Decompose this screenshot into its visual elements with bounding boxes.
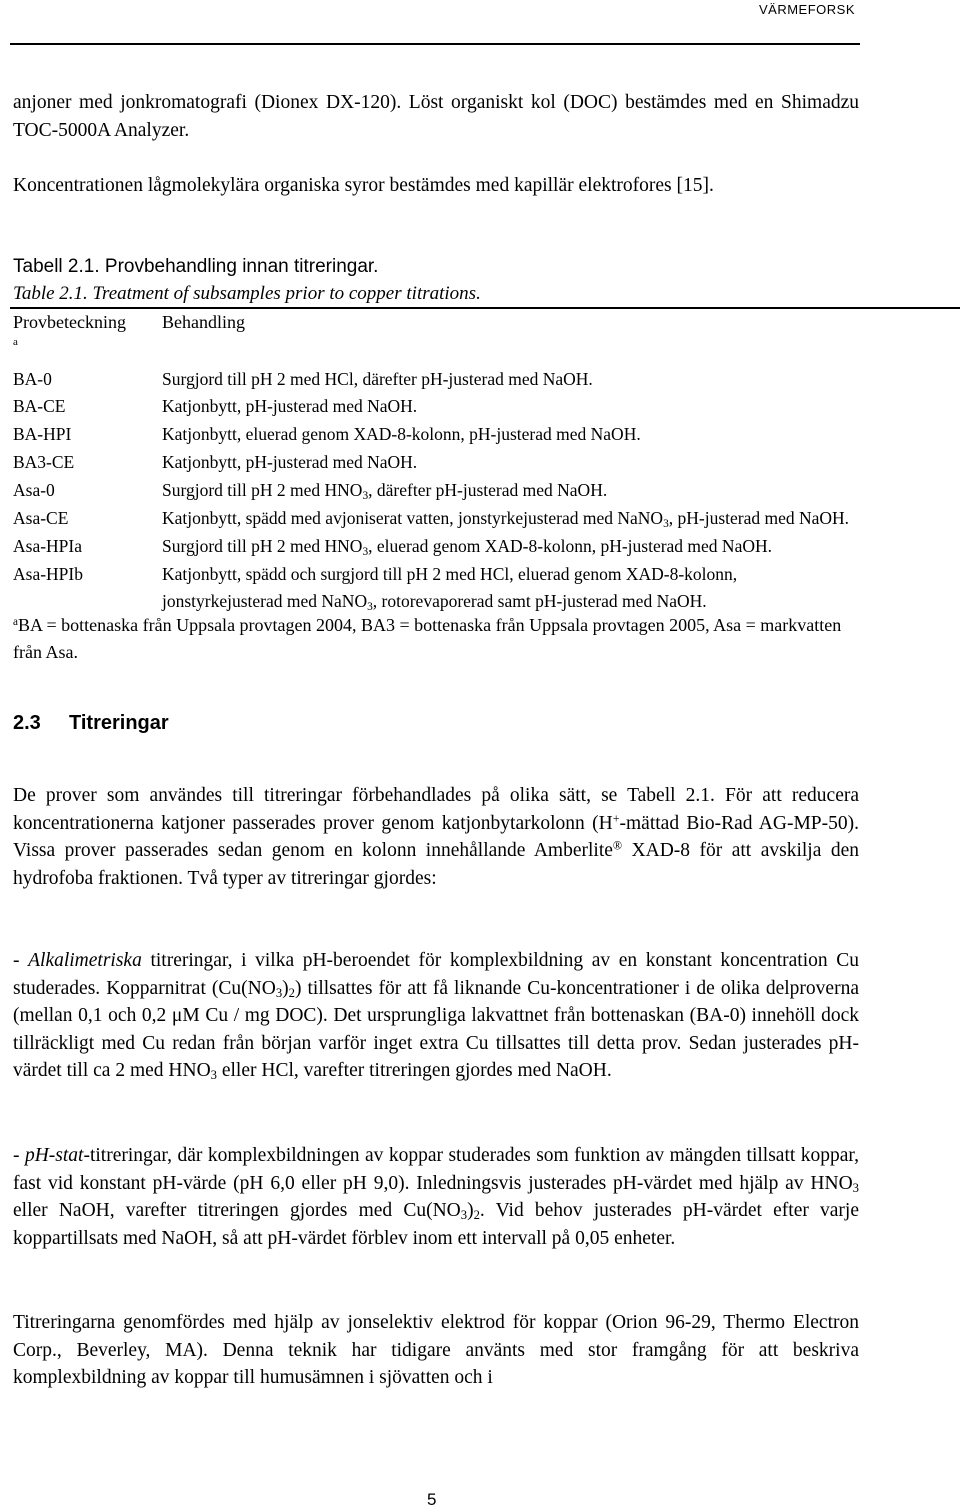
row-treatment: Katjonbytt, spädd med avjoniserat vatten, jonstyrkejusterad med NaNO$_3$, pH-justerad med NaOH. (162, 508, 850, 530)
header-brand: VÄRMEFORSK (758, 2, 855, 17)
table-top-rule (10, 307, 960, 309)
row-code: Asa-CE (13, 508, 69, 528)
row-treatment: Katjonbytt, spädd och surgjord till pH 2 med HCl, eluerad genom XAD-8-kolonn, (162, 564, 738, 584)
body-paragraph-4: Titreringarna genomfördes med hjälp av jonselektiv elektrod för koppar (Orion 96-29, Thermo Electron Corp., Beverley, MA). Denna teknik har tidigare använts med stor framgång för att beskriva komplexbildning av koppar till humusämnen i sjövatten och i (13, 1312, 859, 1388)
row-treatment: Surgjord till pH 2 med $HNO_3$, därefter pH-justerad med NaOH. (162, 480, 608, 502)
row-treatment: Katjonbytt, pH-justerad med NaOH. (162, 396, 418, 416)
intro-paragraph-2: Koncentrationen lågmolekylära organiska syror bestämdes med kapillär elektrofores [15]. (13, 175, 714, 196)
row-code: Asa-0 (13, 480, 55, 500)
table-row (0, 449, 960, 476)
row-treatment-continued: jonstyrkejusterad med NaNO$_3$, rotorevaporerad samt pH-justerad med NaOH. (162, 591, 707, 613)
table-header-treatment: Behandling (162, 312, 245, 332)
row-code: BA-CE (13, 396, 66, 416)
section-heading (13, 712, 169, 735)
body-paragraph-1: De prover som användes till titreringar förbehandlades på olika sätt, se Tabell 2.1. För att reducera koncentrationerna katjoner passerades prover genom katjonbytarkolonn (H+-mättad Bio-Rad AG-MP-50). Vissa prover passerades sedan genom en kolonn innehållande Amberlite® XAD-8 för att avskilja den hydrofoba fraktionen. Två typer av titreringar gjordes: (13, 785, 859, 889)
section-title: Titreringar (69, 712, 169, 734)
section-number: 2.3 (13, 712, 41, 734)
page-number: 5 (427, 1490, 437, 1509)
table-row (0, 505, 960, 532)
row-code: Asa-HPIa (13, 536, 83, 556)
intro-paragraph-1: anjoner med jonkromatografi (Dionex DX-120). Löst organiskt kol (DOC) bestämdes med en Shimadzu TOC-5000A Analyzer. (13, 92, 859, 141)
row-code: Asa-HPIb (13, 564, 83, 584)
table-row (0, 533, 960, 560)
table-caption-en: Table 2.1. Treatment of subsamples prior to copper titrations. (13, 283, 481, 304)
table-row (0, 366, 960, 393)
table-caption-sv: Tabell 2.1. Provbehandling innan titreringar. (13, 256, 379, 277)
table-header-code: Provbeteckning (13, 312, 126, 332)
header-rule (10, 43, 860, 45)
row-treatment: Surgjord till pH 2 med HCl, därefter pH-justerad med NaOH. (162, 369, 593, 389)
body-paragraph-3: - pH-stat-titreringar, där komplexbildningen av koppar studerades som funktion av mängden tillsatt koppar, fast vid konstant pH-värde (pH 6,0 eller pH 9,0). Inledningsvis justerades pH-värdet med hjälp av $HNO_3$ eller NaOH, varefter titreringen gjordes med $Cu(NO_3)_2$. Vid behov justerades pH-värdet efter varje koppartillsats med NaOH, så att pH-värdet förblev inom ett intervall på 0,05 enheter. (13, 1145, 860, 1249)
table-footnote: $^a$BA = bottenaska från Uppsala provtagen 2004, BA3 = bottenaska från Uppsala provtagen 2005, Asa = markvatten från Asa. (13, 615, 842, 662)
row-code: BA3-CE (13, 452, 75, 472)
table-row (0, 393, 960, 420)
body-paragraph-2: - Alkalimetriska titreringar, i vilka pH-beroendet för komplexbildning av en konstant koncentration Cu studerades. Kopparnitrat $(Cu(NO_3)_2)$ tillsattes för att få liknande Cu-koncentrationer i de olika delproverna (mellan 0,1 och 0,2 μM Cu / mg DOC). Det ursprungliga lakvattnet från bottenaskan (BA-0) innehöll dock tillräckligt med Cu redan från början varför inget extra Cu tillsattes till detta prov. Sedan justerades pH-värdet till ca 2 med $HNO_3$ eller HCl, varefter titreringen gjordes med NaOH. (13, 950, 859, 1083)
table-header-footnote-mark: a (13, 336, 18, 348)
table-row (0, 421, 960, 448)
row-code: BA-HPI (13, 424, 72, 444)
row-treatment: Katjonbytt, pH-justerad med NaOH. (162, 452, 418, 472)
table-row (0, 477, 960, 504)
row-code: BA-0 (13, 369, 52, 389)
table-row (0, 561, 960, 613)
row-treatment: Surgjord till pH 2 med $HNO_3$, eluerad genom XAD-8-kolonn, pH-justerad med NaOH. (162, 536, 772, 558)
row-treatment: Katjonbytt, eluerad genom XAD-8-kolonn, pH-justerad med NaOH. (162, 424, 641, 444)
